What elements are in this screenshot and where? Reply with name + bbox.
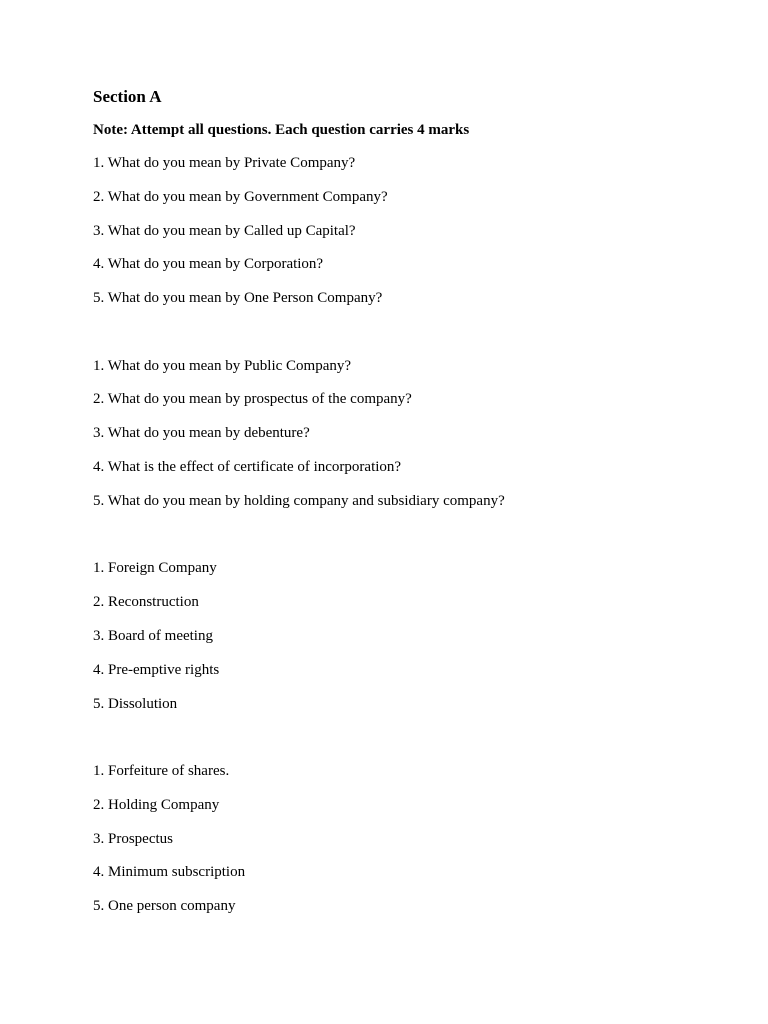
question-group-4 xyxy=(93,761,713,916)
question-item: 4. Minimum subscription xyxy=(93,864,246,881)
section-title: Section A xyxy=(93,87,162,106)
question-item: 3. Board of meeting xyxy=(93,627,213,644)
question-item: 4. What do you mean by Corporation? xyxy=(93,256,324,273)
question-item: 3. Prospectus xyxy=(93,830,173,847)
question-item: 3. What do you mean by debenture? xyxy=(93,425,310,442)
question-item: 5. One person company xyxy=(93,898,236,915)
instructions-note: Note: Attempt all questions. Each question carries 4 marks xyxy=(93,122,470,138)
question-item: 5. Dissolution xyxy=(93,695,178,712)
question-item: 5. What do you mean by One Person Company? xyxy=(93,290,383,307)
question-group-1 xyxy=(93,153,713,308)
document-page xyxy=(93,86,713,916)
question-item: 2. What do you mean by prospectus of the company? xyxy=(93,391,412,408)
question-item: 1. Foreign Company xyxy=(93,560,217,577)
question-item: 3. What do you mean by Called up Capital? xyxy=(93,222,356,239)
question-group-3 xyxy=(93,558,713,713)
question-item: 2. Holding Company xyxy=(93,796,220,813)
question-item: 5. What do you mean by holding company and subsidiary company? xyxy=(93,492,505,509)
question-item: 4. Pre-emptive rights xyxy=(93,661,220,678)
question-item: 2. Reconstruction xyxy=(93,594,199,611)
question-item: 2. What do you mean by Government Company? xyxy=(93,188,388,205)
question-item: 1. Forfeiture of shares. xyxy=(93,763,230,780)
question-group-2 xyxy=(93,356,713,511)
question-item: 1. What do you mean by Public Company? xyxy=(93,357,352,374)
question-item: 4. What is the effect of certificate of incorporation? xyxy=(93,459,402,476)
question-item: 1. What do you mean by Private Company? xyxy=(93,155,356,171)
